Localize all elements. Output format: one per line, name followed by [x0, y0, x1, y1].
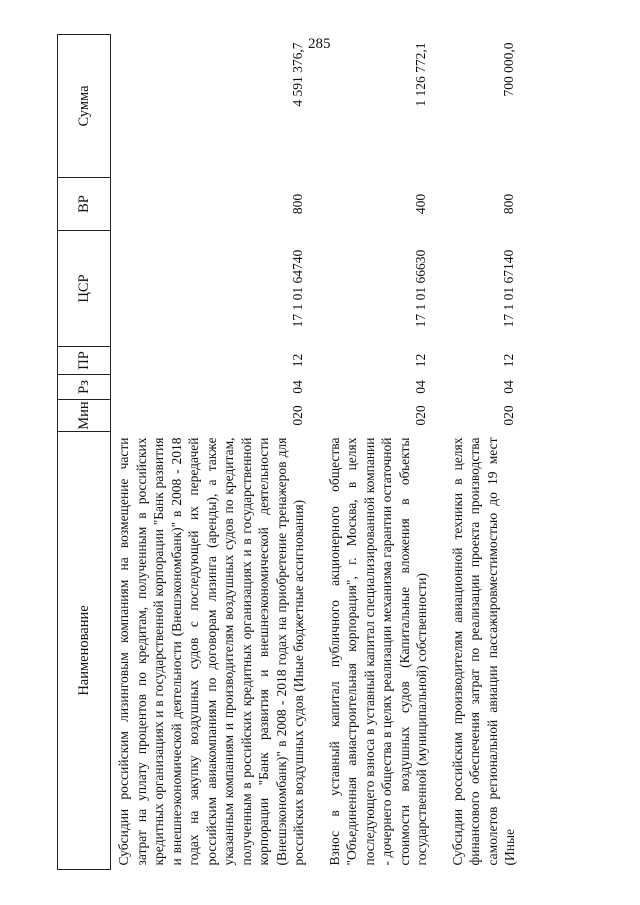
- row-vr: 400: [412, 193, 428, 215]
- header-vr: ВР: [58, 178, 111, 231]
- table-row: [322, 35, 437, 870]
- header-name: Наименование: [58, 432, 111, 870]
- row-sum: 700 000,0: [500, 42, 516, 97]
- header-pr: ПР: [58, 347, 111, 375]
- row-min: 020: [412, 405, 428, 426]
- row-name: Субсидии российским лизинговым компаниям на возмещение части затрат на уплату процентов по кредитам, полученным в российских кредитных организациях и в государственной корпорации "Банк развития и внешнеэкономической деятельности (Внешэкономбанк)" в 2008 - 2018 годах на закупку воздушных судов с последующей их передачей российским авиакомпаниям по договорам лизинга (аренды), а также указанным компаниям и производителям воздушных судов по кредитам, полученным в российских кредитных организациях и в государственной корпорации "Банк развития и внешнеэкономической деятельности (Внешэкономбанк)" в 2008 - 2018 годах на приобретение тренажеров для российских воздушных судов (Иные бюджетные ассигнования): [116, 437, 306, 866]
- header-csr: ЦСР: [58, 231, 111, 347]
- row-rz: 04: [289, 380, 305, 394]
- header-min: Мин: [58, 400, 111, 432]
- table-row: [111, 35, 314, 870]
- header-rz: Рз: [58, 375, 111, 400]
- rotated-table-page: [57, 35, 605, 870]
- row-min: 020: [500, 405, 516, 426]
- page-number: 285: [308, 36, 331, 52]
- row-pr: 12: [412, 353, 428, 368]
- row-csr: 17 1 01 64740: [289, 249, 305, 328]
- row-gap: [437, 35, 445, 870]
- row-min: 020: [289, 405, 305, 426]
- table-row: [445, 35, 525, 870]
- row-vr: 800: [500, 193, 516, 215]
- row-gap: [314, 35, 322, 870]
- budget-table: [57, 34, 525, 870]
- row-rz: 04: [412, 380, 428, 394]
- row-sum: 4 591 376,7: [289, 42, 305, 107]
- row-sum: 1 126 772,1: [412, 42, 428, 107]
- row-pr: 12: [289, 353, 305, 368]
- row-rz: 04: [500, 380, 516, 394]
- row-pr: 12: [500, 353, 516, 368]
- table-header-row: [58, 35, 111, 870]
- header-sum: Сумма: [58, 35, 111, 178]
- row-name: Субсидии российским производителям авиационной техники в целях финансового обеспечения затрат по реализации проекта производства самолетов региональной авиации пассажировместимостью до 19 мест (Иные: [449, 437, 517, 866]
- row-vr: 800: [289, 193, 305, 215]
- row-csr: 17 1 01 66630: [412, 249, 428, 328]
- row-name: Взнос в уставный капитал публичного акционерного общества "Объединенная авиастроительная корпорация", г. Москва, в целях последующего взноса в уставный капитал специализированной компании - дочернего общества в целях реализации механизма гарантии остаточной стоимости воздушных судов (Капитальные вложения в объекты государственной (муниципальной) собственности): [326, 437, 429, 866]
- row-csr: 17 1 01 67140: [500, 249, 516, 328]
